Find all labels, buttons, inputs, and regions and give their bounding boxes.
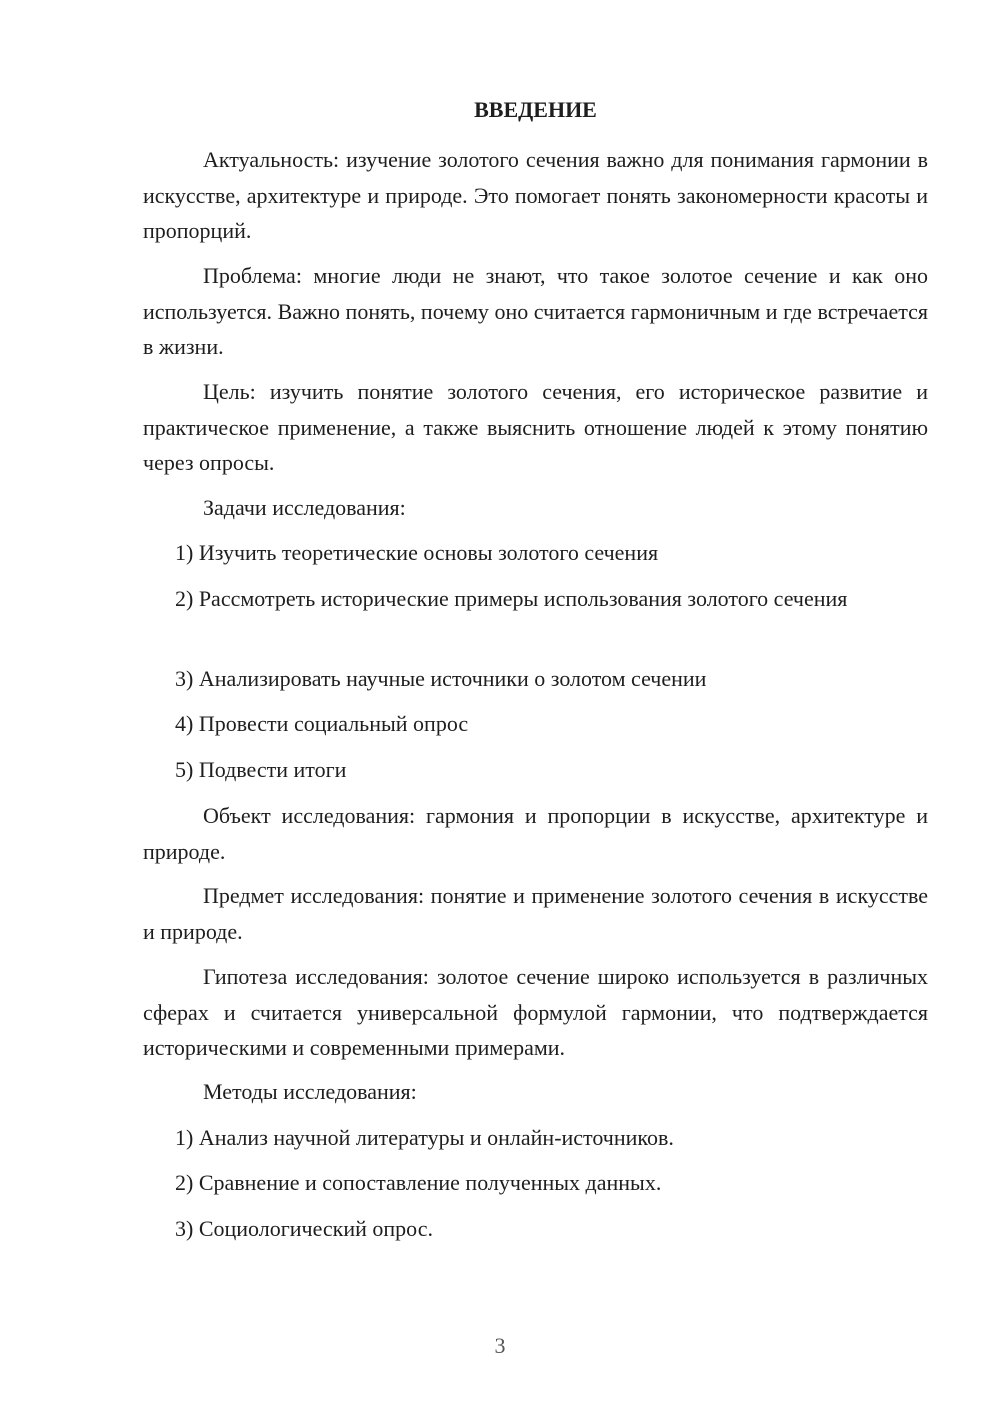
paragraph-subject: Предмет исследования: понятие и применение золотого сечения в искусстве и природе. [143, 883, 928, 944]
list-item-task-1: 1) Изучить теоретические основы золотого сечения [175, 540, 659, 565]
list-item-task-5: 5) Подвести итоги [175, 757, 347, 782]
paragraph-hypothesis: Гипотеза исследования: золотое сечение широко используется в различных сферах и считается универсальной формулой гармонии, что подтверждается историческими и современными примерами. [143, 964, 928, 1060]
list-item-method-3: 3) Социологический опрос. [175, 1216, 433, 1241]
paragraph-tasks-heading: Задачи исследования: [203, 495, 406, 520]
page-number: 3 [494, 1333, 506, 1358]
paragraph-problem: Проблема: многие люди не знают, что такое золотое сечение и как оно используется. Важно понять, почему оно считается гармоничным и где встречается в жизни. [143, 263, 928, 359]
list-item-task-4: 4) Провести социальный опрос [175, 711, 469, 736]
paragraph-object: Объект исследования: гармония и пропорции в искусстве, архитектуре и природе. [143, 803, 928, 864]
list-item-task-3: 3) Анализировать научные источники о золотом сечении [175, 666, 707, 691]
paragraph-goal: Цель: изучить понятие золотого сечения, его историческое развитие и практическое применение, а также выяснить отношение людей к этому понятию через опросы. [143, 379, 928, 475]
list-item-task-2: 2) Рассмотреть исторические примеры использования золотого сечения [175, 586, 848, 611]
paragraph-relevance: Актуальность: изучение золотого сечения важно для понимания гармонии в искусстве, архитектуре и природе. Это помогает понять закономерности красоты и пропорций. [143, 147, 928, 243]
paragraph-methods-heading: Методы исследования: [203, 1079, 417, 1104]
list-item-method-2: 2) Сравнение и сопоставление полученных данных. [175, 1170, 662, 1195]
section-heading: ВВЕДЕНИЕ [474, 97, 597, 122]
list-item-method-1: 1) Анализ научной литературы и онлайн-источников. [175, 1125, 674, 1150]
